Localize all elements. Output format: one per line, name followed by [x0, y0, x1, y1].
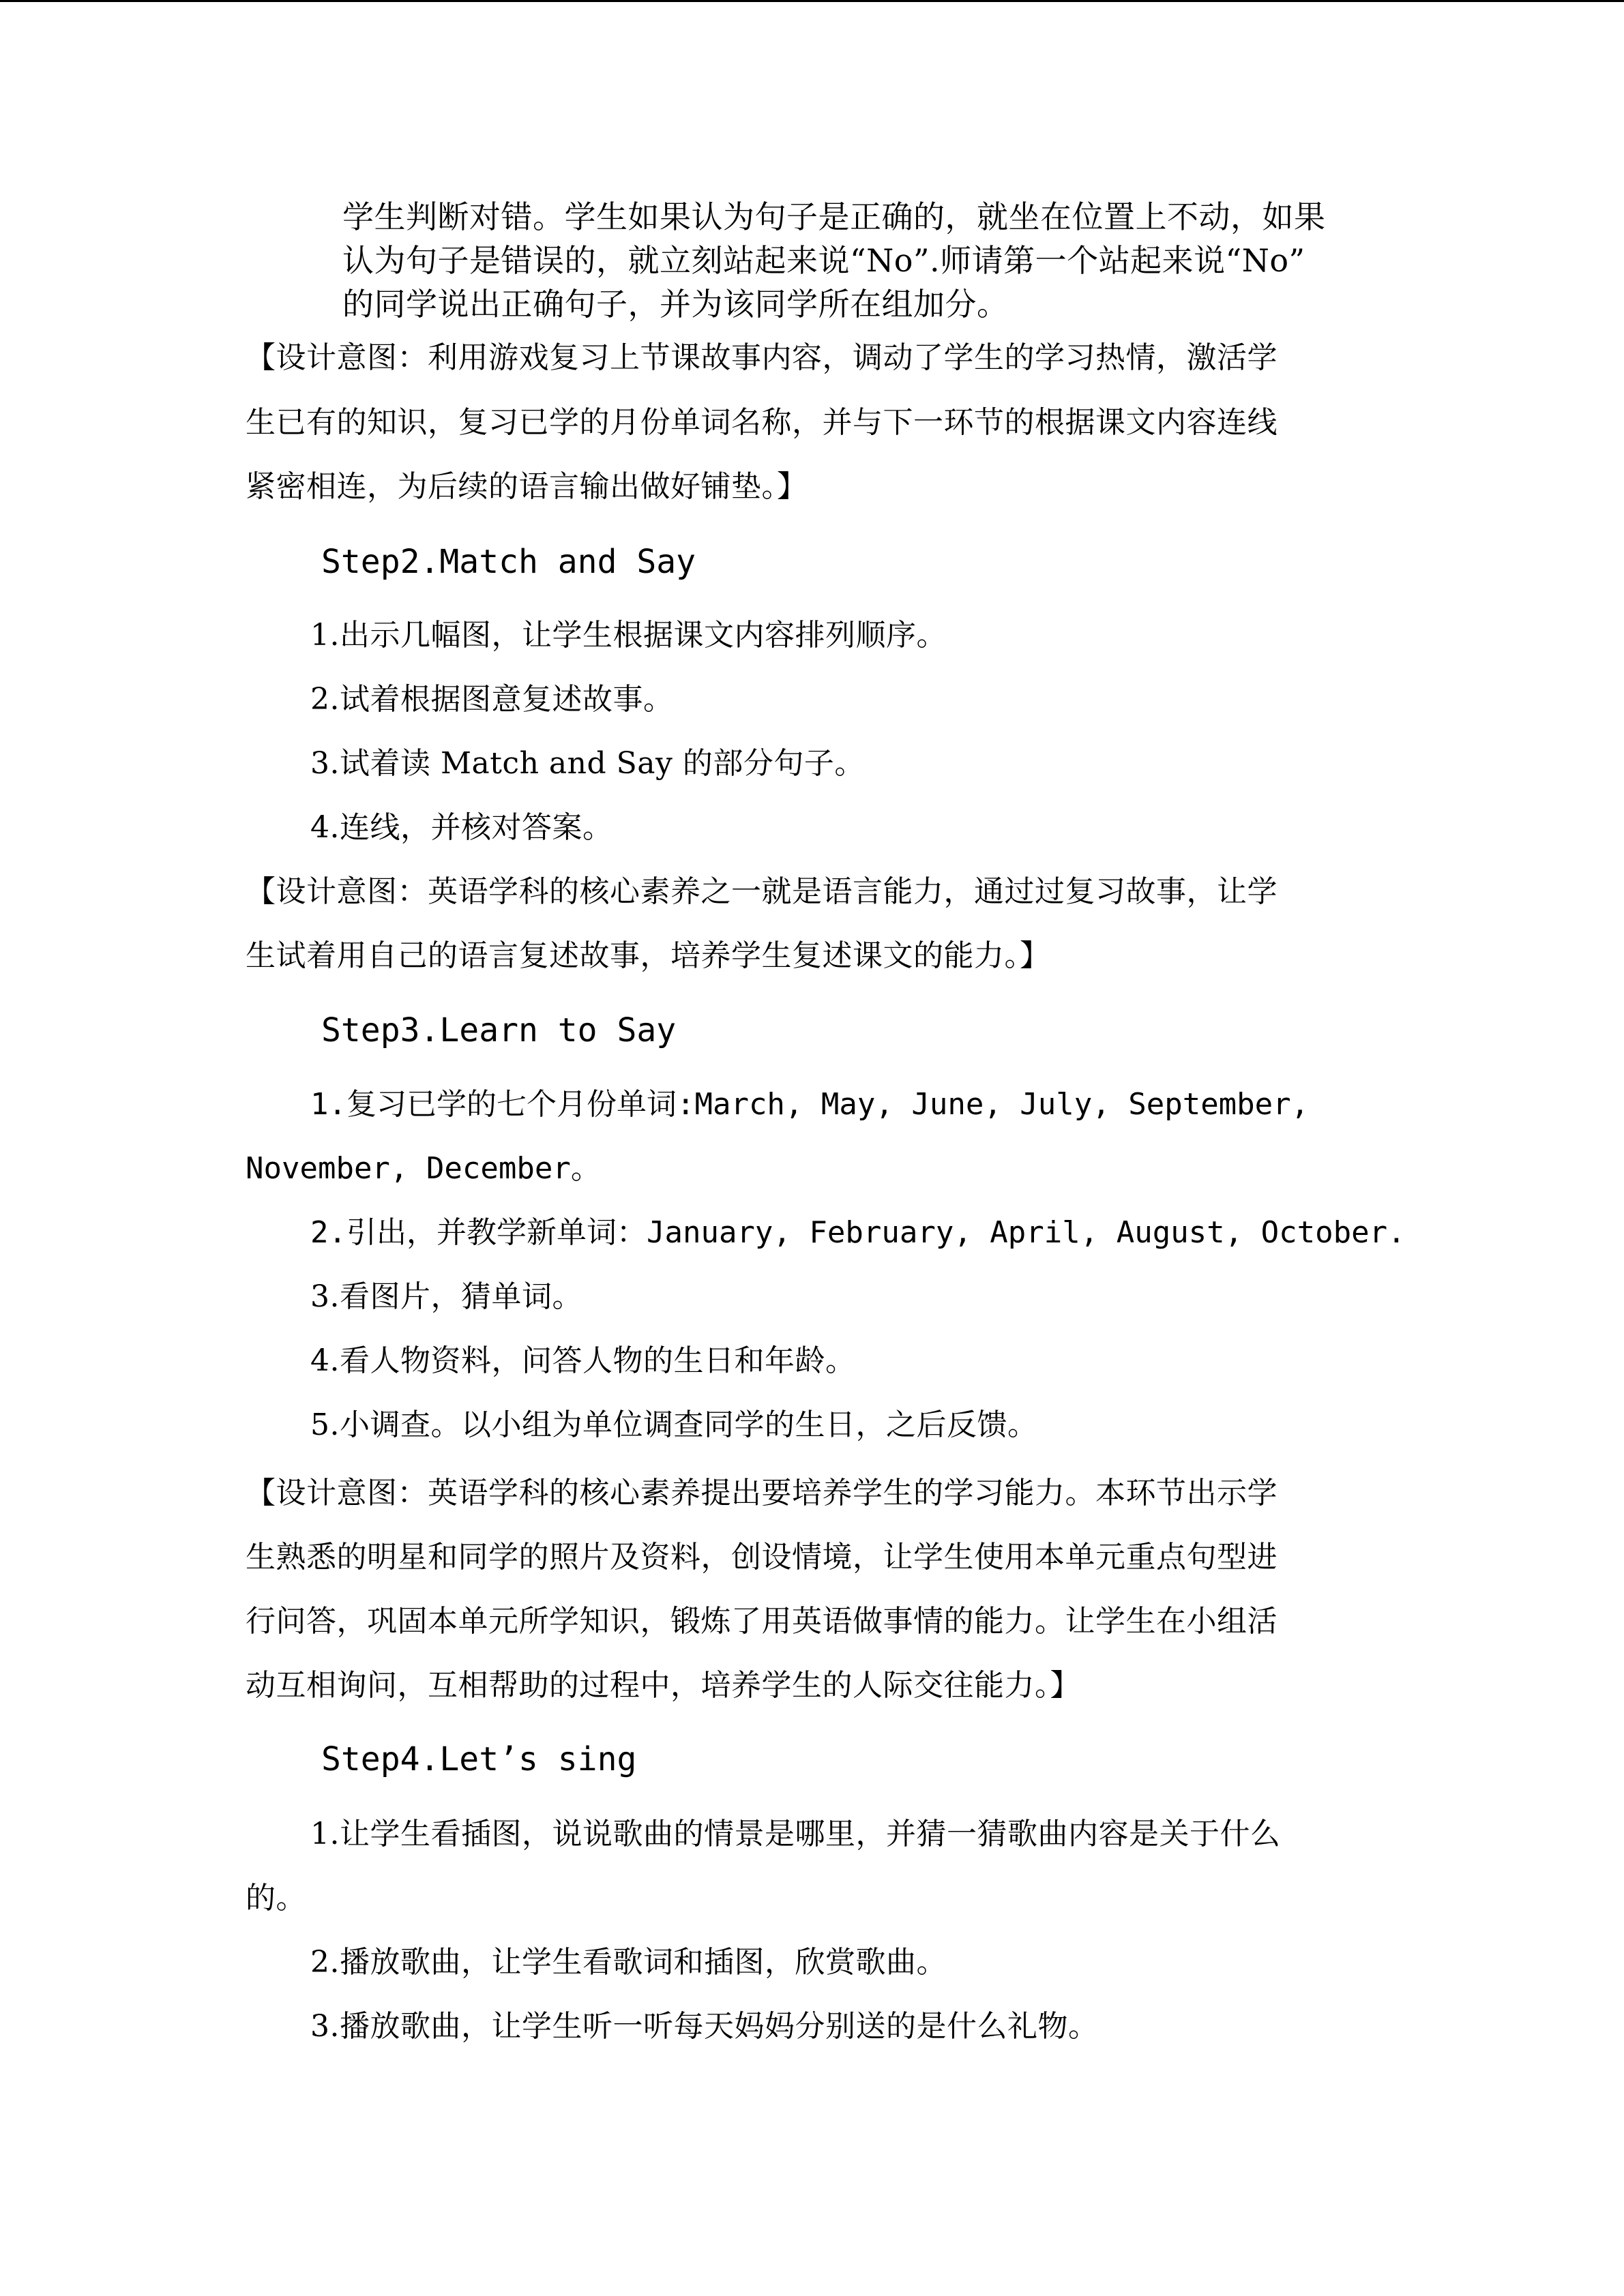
step3-item-2: 2.引出，并教学新单词：January, February, April, August, October.	[310, 1215, 1406, 1250]
step4-item-2: 2.播放歌曲，让学生看歌词和插图，欣赏歌曲。	[310, 1945, 947, 1980]
step4-item-1: 1.让学生看插图，说说歌曲的情景是哪里，并猜一猜歌曲内容是关于什么	[310, 1817, 1281, 1851]
step2-item-3: 3.试着读 Match and Say 的部分句子。	[310, 746, 865, 781]
design-intent-2-line-2: 生试着用自己的语言复述故事，培养学生复述课文的能力。】	[246, 938, 1050, 973]
intro-line-2: 认为句子是错误的，就立刻站起来说“No”.师请第一个站起来说“No”	[342, 242, 1305, 279]
step3-item-5: 5.小调查。以小组为单位调查同学的生日，之后反馈。	[310, 1407, 1038, 1442]
step4-item-1-continued: 的。	[246, 1881, 306, 1915]
page-top-border	[0, 0, 1624, 2]
step3-item-1-continued: November, December。	[246, 1151, 601, 1186]
design-intent-1-line-3: 紧密相连，为后续的语言输出做好铺垫。】	[246, 469, 808, 504]
design-intent-1-line-2: 生已有的知识，复习已学的月份单词名称，并与下一环节的根据课文内容连线	[246, 405, 1278, 440]
step2-item-4: 4.连线，并核对答案。	[310, 810, 613, 845]
design-intent-1-line-1: 【设计意图：利用游戏复习上节课故事内容，调动了学生的学习热情，激活学	[246, 340, 1278, 375]
step4-heading: Step4.Let’s sing	[321, 1740, 637, 1778]
intro-line-3: 的同学说出正确句子，并为该同学所在组加分。	[342, 286, 1009, 323]
step3-item-4: 4.看人物资料，问答人物的生日和年龄。	[310, 1343, 856, 1378]
step4-item-3: 3.播放歌曲，让学生听一听每天妈妈分别送的是什么礼物。	[310, 2009, 1099, 2044]
step2-item-1: 1.出示几幅图，让学生根据课文内容排列顺序。	[310, 618, 947, 653]
step3-item-1: 1.复习已学的七个月份单词:March, May, June, July, September,	[310, 1087, 1310, 1122]
design-intent-3-line-1: 【设计意图：英语学科的核心素养提出要培养学生的学习能力。本环节出示学	[246, 1476, 1278, 1510]
design-intent-3-line-3: 行问答，巩固本单元所学知识，锻炼了用英语做事情的能力。让学生在小组活	[246, 1604, 1278, 1639]
step3-item-3: 3.看图片，猜单词。	[310, 1279, 582, 1314]
step2-heading: Step2.Match and Say	[321, 543, 696, 581]
step3-heading: Step3.Learn to Say	[321, 1011, 677, 1049]
step2-item-2: 2.试着根据图意复述故事。	[310, 682, 674, 717]
design-intent-3-line-4: 动互相询问，互相帮助的过程中，培养学生的人际交往能力。】	[246, 1668, 1080, 1703]
design-intent-2-line-1: 【设计意图：英语学科的核心素养之一就是语言能力，通过过复习故事，让学	[246, 874, 1278, 909]
design-intent-3-line-2: 生熟悉的明星和同学的照片及资料，创设情境，让学生使用本单元重点句型进	[246, 1540, 1278, 1575]
intro-line-1: 学生判断对错。学生如果认为句子是正确的，就坐在位置上不动，如果	[342, 198, 1326, 235]
